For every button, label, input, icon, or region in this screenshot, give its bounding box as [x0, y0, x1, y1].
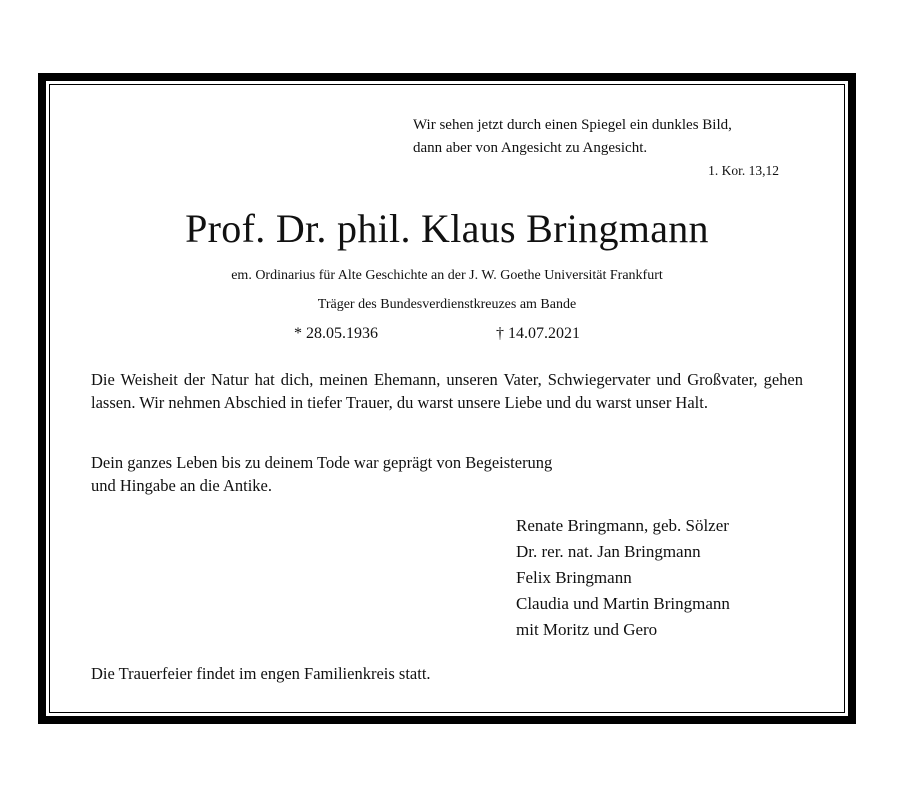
- mourning-paragraph: Die Weisheit der Natur hat dich, meinen Ehemann, unseren Vater, Schwiegervater und Großvater, gehen lassen. Wir nehmen Abschied in tiefer Trauer, du warst unsere Liebe und du warst unser Halt.: [91, 370, 803, 412]
- death-date: † 14.07.2021: [496, 325, 580, 342]
- deceased-name: Prof. Dr. phil. Klaus Bringmann: [185, 206, 709, 251]
- mourner-name: mit Moritz und Gero: [516, 620, 658, 639]
- birth-date: * 28.05.1936: [294, 325, 378, 342]
- verse-line: Wir sehen jetzt durch einen Spiegel ein dunkles Bild,: [413, 117, 732, 133]
- obituary-content: [46, 81, 848, 716]
- verse-line: dann aber von Angesicht zu Angesicht.: [413, 140, 648, 156]
- verse-reference: 1. Kor. 13,12: [708, 163, 779, 178]
- funeral-note: Die Trauerfeier findet im engen Familienkreis statt.: [91, 664, 431, 683]
- bible-verse: [413, 114, 732, 160]
- life-paragraph-line: Dein ganzes Leben bis zu deinem Tode war geprägt von Begeisterung: [91, 453, 553, 472]
- deceased-honor: Träger des Bundesverdienstkreuzes am Bande: [317, 297, 577, 312]
- mourner-name: Renate Bringmann, geb. Sölzer: [516, 516, 729, 535]
- mourner-name: Dr. rer. nat. Jan Bringmann: [516, 542, 701, 561]
- mourner-name: Claudia und Martin Bringmann: [516, 594, 730, 613]
- obituary-frame: [38, 73, 856, 724]
- life-paragraph-line: und Hingabe an die Antike.: [91, 476, 273, 495]
- mourners-list: [516, 513, 730, 643]
- deceased-position: em. Ordinarius für Alte Geschichte an der J. W. Goethe Universität Frankfurt: [231, 268, 663, 283]
- life-paragraph: [91, 451, 691, 497]
- mourner-name: Felix Bringmann: [516, 568, 632, 587]
